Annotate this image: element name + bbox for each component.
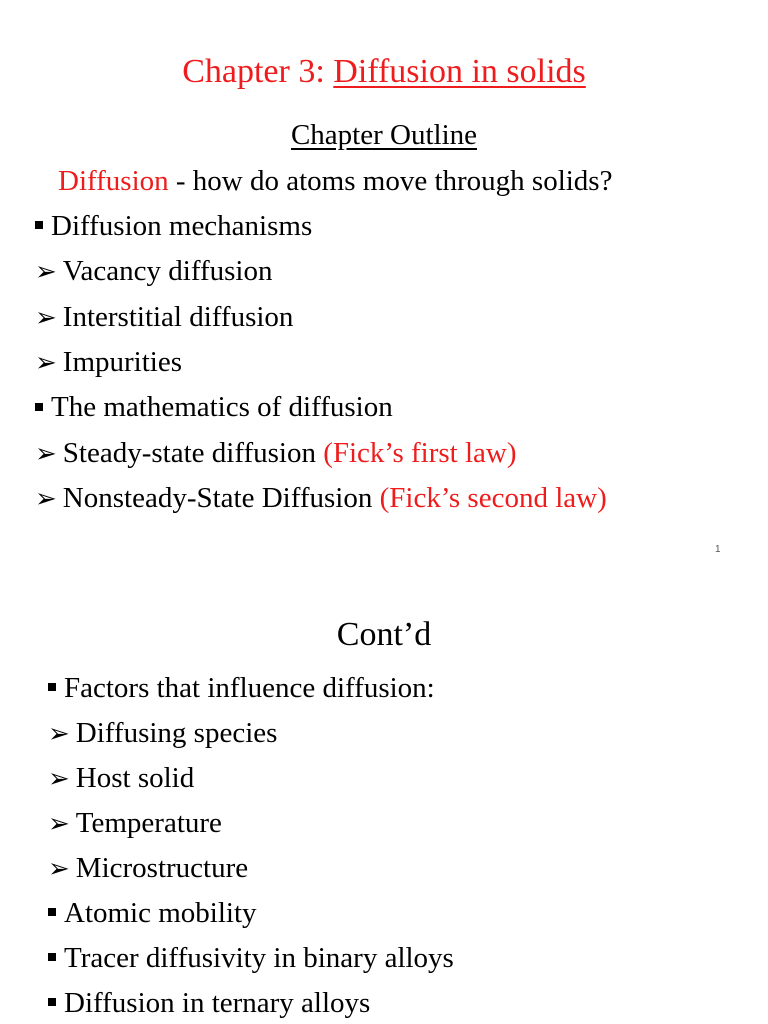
square-bullet-icon bbox=[35, 403, 43, 411]
list-item-text: Impurities bbox=[62, 345, 182, 378]
list-item bbox=[48, 806, 222, 841]
arrow-bullet-icon: ➢ bbox=[48, 809, 70, 838]
arrow-bullet-icon: ➢ bbox=[35, 257, 57, 287]
list-item-text: Interstitial diffusion bbox=[62, 300, 294, 333]
list-item bbox=[35, 209, 312, 243]
intro-rest: - how do atoms move through solids? bbox=[168, 165, 613, 197]
square-bullet-icon bbox=[48, 998, 56, 1006]
arrow-bullet-icon: ➢ bbox=[35, 483, 57, 513]
list-item-text: Diffusing species bbox=[75, 717, 278, 749]
list-item bbox=[35, 345, 182, 380]
list-item bbox=[35, 481, 607, 516]
arrow-bullet-icon: ➢ bbox=[35, 347, 57, 377]
list-item bbox=[35, 390, 393, 424]
list-item-text: Factors that influence diffusion: bbox=[64, 672, 435, 704]
list-item-text: Atomic mobility bbox=[64, 897, 257, 929]
slide-title bbox=[0, 52, 768, 92]
list-item bbox=[35, 300, 293, 335]
list-item-text: The mathematics of diffusion bbox=[51, 391, 393, 424]
list-item bbox=[48, 986, 370, 1020]
list-item-text: Diffusion mechanisms bbox=[51, 210, 313, 242]
list-item bbox=[48, 851, 248, 886]
arrow-bullet-icon: ➢ bbox=[35, 438, 57, 468]
list-item-text: Steady-state diffusion bbox=[62, 436, 324, 469]
list-item-text: Diffusion in ternary alloys bbox=[64, 987, 371, 1019]
slide-2 bbox=[0, 575, 768, 1024]
list-item bbox=[48, 671, 435, 705]
list-item-text: Temperature bbox=[75, 807, 222, 839]
square-bullet-icon bbox=[48, 908, 56, 916]
list-item-text: Nonsteady-State Diffusion bbox=[62, 481, 380, 514]
list-item bbox=[48, 716, 277, 751]
list-item-text: Microstructure bbox=[75, 852, 249, 884]
arrow-bullet-icon: ➢ bbox=[48, 854, 70, 883]
intro-red-word: Diffusion bbox=[58, 165, 169, 197]
list-item bbox=[48, 761, 194, 796]
square-bullet-icon bbox=[48, 683, 56, 691]
chapter-outline-heading bbox=[0, 118, 768, 152]
slide-title: Cont’d bbox=[336, 616, 432, 653]
list-item-red-note: (Fick’s first law) bbox=[323, 436, 517, 469]
list-item-red-note: (Fick’s second law) bbox=[379, 481, 607, 514]
title-prefix: Chapter 3: bbox=[182, 53, 334, 90]
list-item-text: Host solid bbox=[75, 762, 195, 794]
square-bullet-icon bbox=[48, 953, 56, 961]
list-item bbox=[35, 436, 517, 471]
arrow-bullet-icon: ➢ bbox=[35, 302, 57, 332]
arrow-bullet-icon: ➢ bbox=[48, 764, 70, 793]
square-bullet-icon bbox=[35, 221, 43, 229]
title-main: Diffusion in solids bbox=[333, 53, 586, 90]
list-item-text: Vacancy diffusion bbox=[62, 255, 273, 288]
list-item bbox=[48, 941, 454, 975]
arrow-bullet-icon: ➢ bbox=[48, 719, 70, 748]
intro-line bbox=[58, 164, 612, 198]
page-number: 1 bbox=[715, 544, 721, 555]
list-item bbox=[35, 254, 272, 289]
list-item bbox=[48, 896, 257, 930]
list-item-text: Tracer diffusivity in binary alloys bbox=[64, 942, 454, 974]
chapter-outline-label: Chapter Outline bbox=[290, 119, 478, 151]
